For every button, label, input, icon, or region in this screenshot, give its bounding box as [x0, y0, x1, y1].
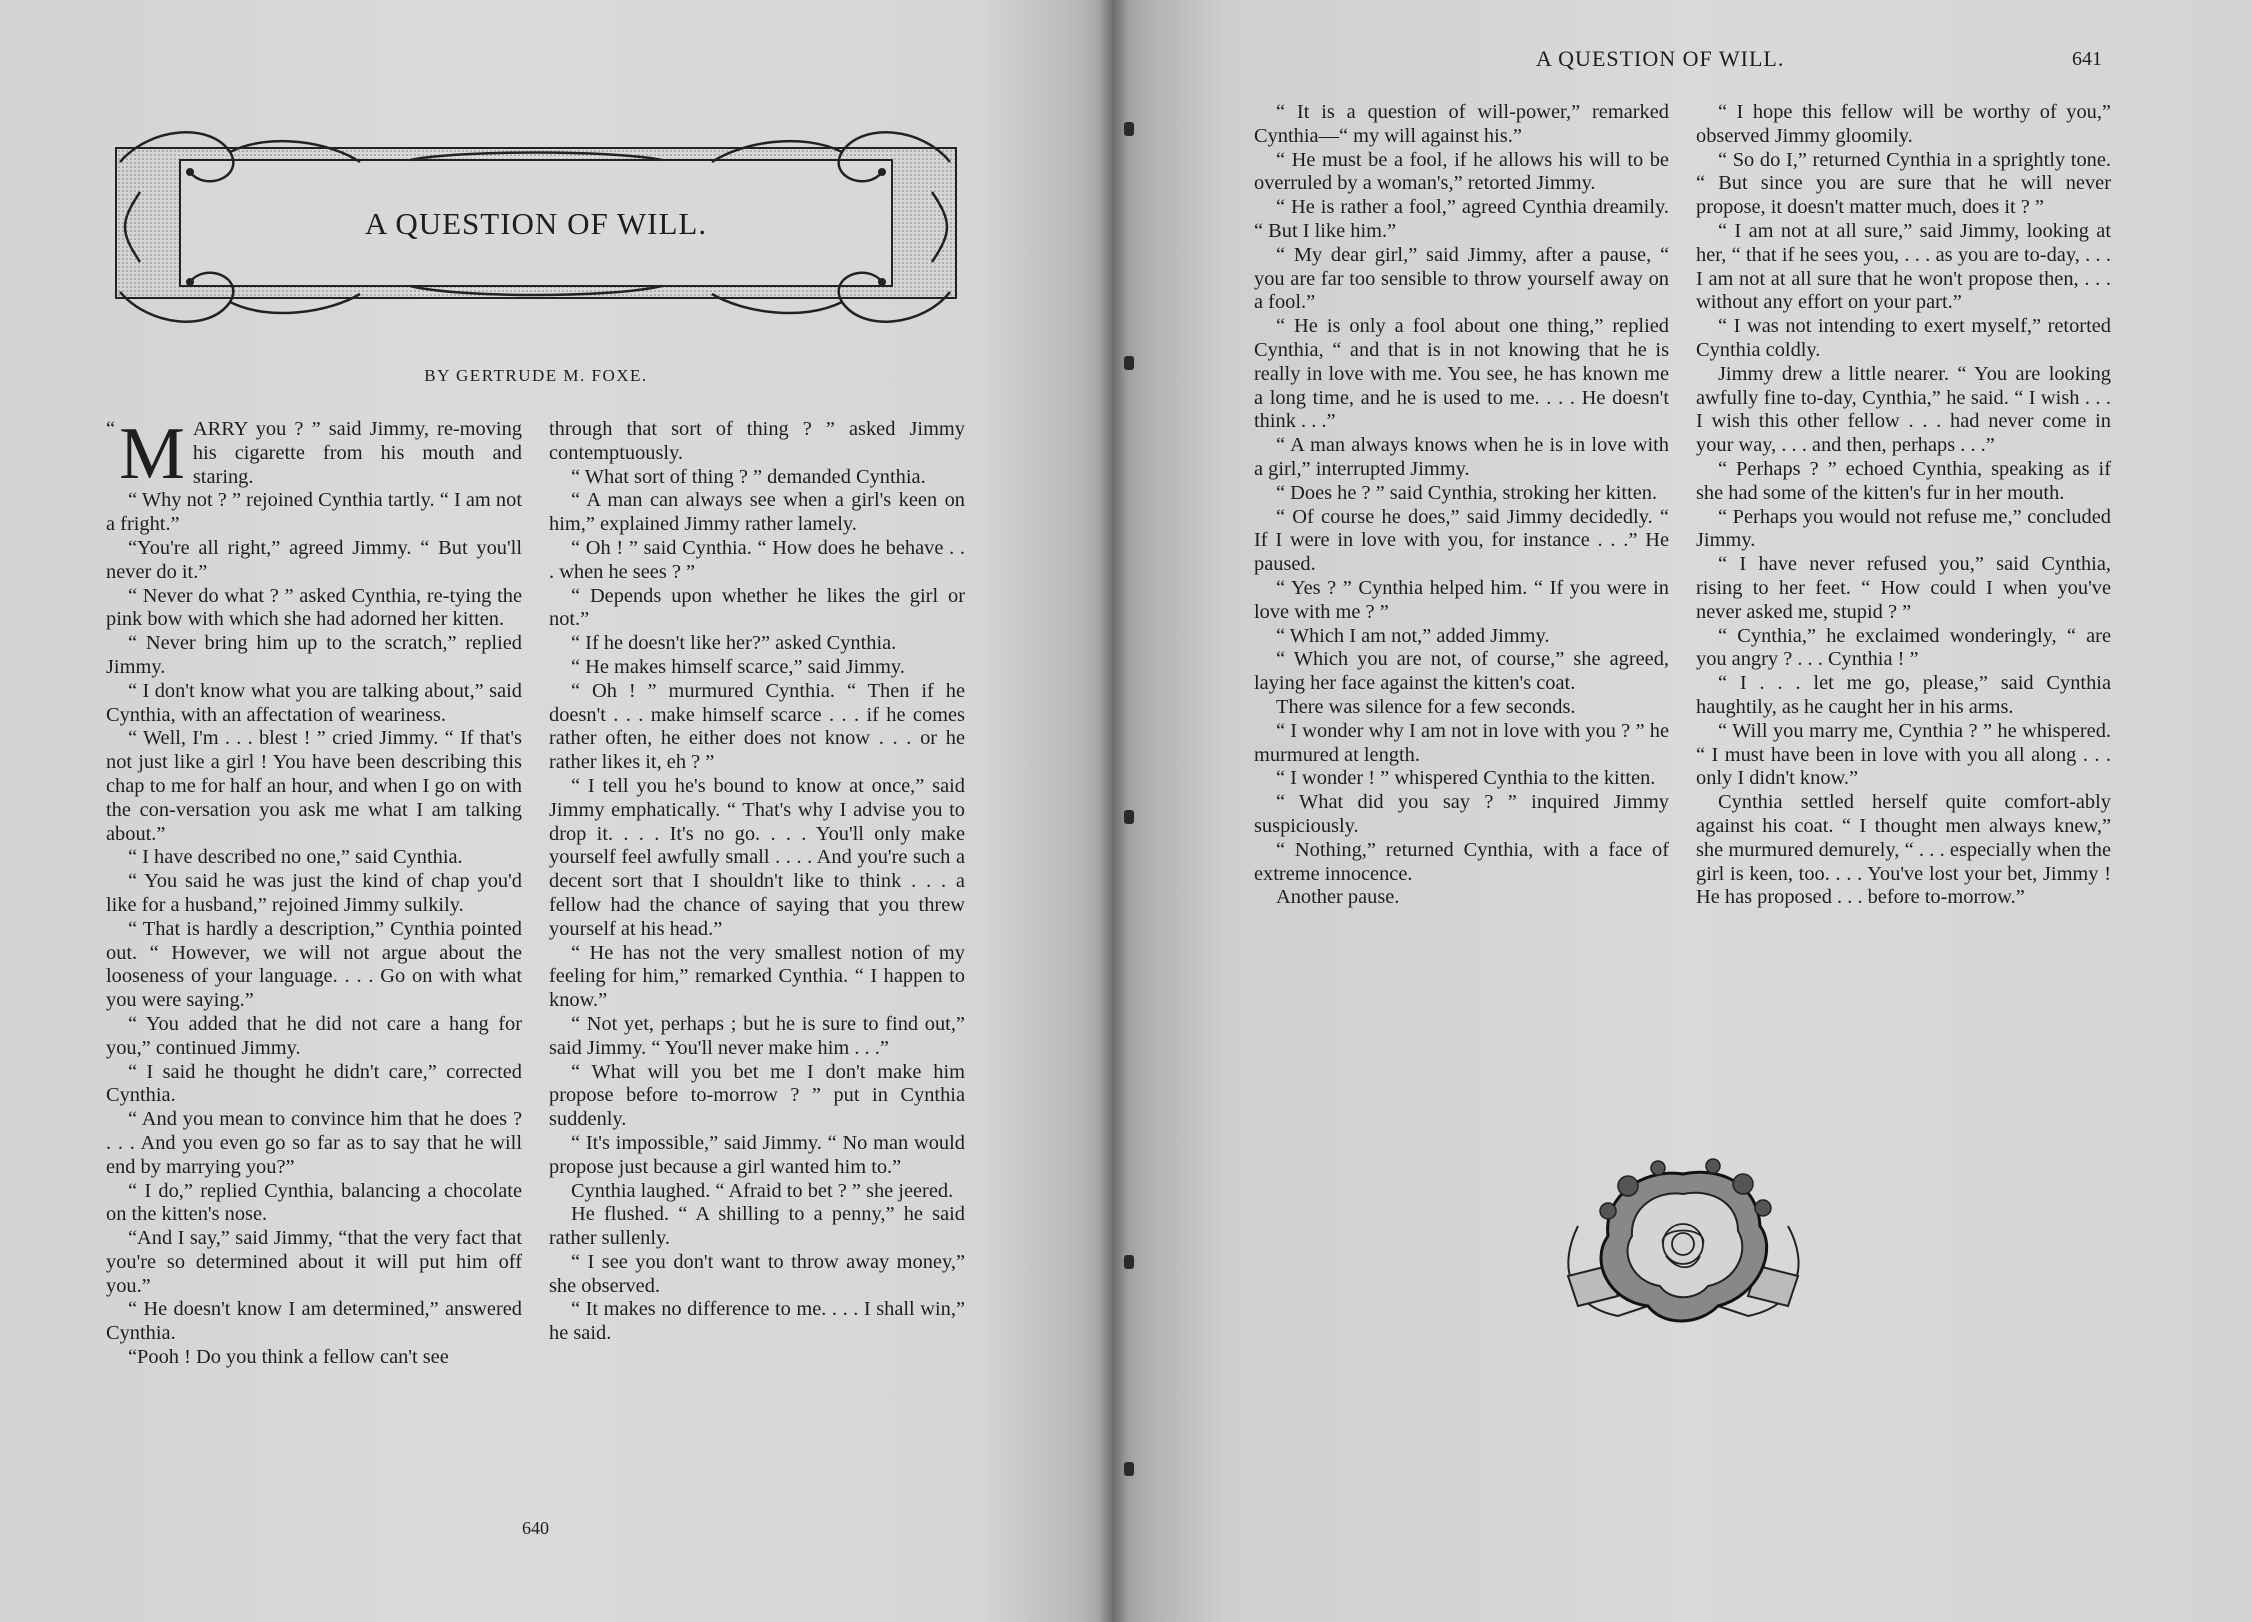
paragraph: “ My dear girl,” said Jimmy, after a pause, “ you are far too sensible to throw yourself away on a fool.”	[1254, 243, 1669, 314]
paragraph: “ Oh ! ” murmured Cynthia. “ Then if he doesn't . . . make himself scarce . . . if he comes rather often, he either does not know . . . or he rather likes it, eh ? ”	[549, 679, 965, 774]
paragraph: “ He must be a fool, if he allows his will to be overruled by a woman's,” retorted Jimmy.	[1254, 148, 1669, 195]
paragraph: “ You said he was just the kind of chap you'd like for a husband,” rejoined Jimmy sulkily.	[106, 870, 522, 916]
paragraph: “ I don't know what you are talking about,” said Cynthia, with an affectation of weariness.	[106, 679, 522, 726]
paragraph: “ He is only a fool about one thing,” replied Cynthia, “ and that is in not knowing that he is really in love with me. You see, he has known me a long time, and he is used to me. . . . He doesn't think . . .”	[1254, 315, 1669, 433]
paragraph: “ Of course he does,” said Jimmy decidedly. “ If I were in love with you, for instance . . .” He paused.	[1254, 505, 1669, 576]
first-paragraph	[106, 413, 522, 495]
paragraph: Cynthia laughed. “ Afraid to bet ? ” she jeered.	[571, 1179, 954, 1202]
paragraph: “ A man always knows when he is in love with a girl,” interrupted Jimmy.	[1254, 434, 1669, 480]
paragraph: “ I have never refused you,” said Cynthia, rising to her feet. “ How could I when you've never asked me, stupid ? ”	[1696, 553, 2111, 623]
right-column-2	[1696, 101, 2111, 910]
paragraph: “ Well, I'm . . . blest ! ” cried Jimmy. “ If that's not just like a girl ! You have been describing this chap to me for half an hour, and when I go on with the con-versation you ask me what I am talking about.”	[106, 727, 522, 845]
paragraph: Jimmy drew a little nearer. “ You are looking awfully fine to-day, Cynthia,” he said. “ I wish . . . I wish this other fellow . . . had never come in your way, . . . and then, perhaps . . .”	[1696, 362, 2111, 457]
drop-cap: M	[119, 413, 185, 495]
paragraph: “ I wonder why I am not in love with you ? ” he murmured at length.	[1254, 719, 1669, 766]
paragraph: There was silence for a few seconds.	[1276, 695, 1576, 718]
paragraph: “ Will you marry me, Cynthia ? ” he whispered. “ I must have been in love with you all along . . . only I didn't know.”	[1696, 719, 2111, 790]
paragraph: “ I tell you he's bound to know at once,” said Jimmy emphatically. “ That's why I advise you to drop it. . . . It's no go. . . . You'll only make yourself feel awfully small . . . . And you're such a decent sort that I shouldn't like to think . . . a fellow had the chance of saying that you threw yourself at his head.”	[549, 774, 965, 940]
binding-stitch	[1124, 1462, 1134, 1476]
paragraph: “ He doesn't know I am determined,” answered Cynthia.	[106, 1298, 522, 1345]
byline: BY GERTRUDE M. FOXE.	[424, 366, 648, 385]
page-number-left: 640	[522, 1518, 549, 1538]
paragraph: “ I am not at all sure,” said Jimmy, looking at her, “ that if he sees you, . . . as you are to-day, . . . I am not at all sure that he won't propose then, . . . without any effort on your part.”	[1696, 219, 2111, 314]
right-column-1	[1254, 101, 1669, 910]
paragraph: “ Never do what ? ” asked Cynthia, re-tying the pink bow with which she had adorned her kitten.	[106, 584, 522, 631]
paragraph: “ Yes ? ” Cynthia helped him. “ If you were in love with me ? ”	[1254, 576, 1669, 623]
paragraph: “ Why not ? ” rejoined Cynthia tartly. “ I am not a fright.”	[106, 489, 522, 536]
paragraph: “ I said he thought he didn't care,” corrected Cynthia.	[106, 1060, 522, 1107]
paragraph: “ You added that he did not care a hang for you,” continued Jimmy.	[106, 1012, 522, 1059]
paragraph: “ It is a question of will-power,” remarked Cynthia—“ my will against his.”	[1254, 101, 1669, 147]
running-head: A QUESTION OF WILL.	[1536, 46, 1785, 71]
paragraph: “ That is hardly a description,” Cynthia pointed out. “ However, we will not argue about the looseness of your language. . . . Go on with what you were saying.”	[106, 917, 522, 1012]
paragraph: “ What will you bet me I don't make him propose before to-morrow ? ” put in Cynthia suddenly.	[549, 1060, 965, 1131]
binding-stitch	[1124, 1255, 1134, 1269]
paragraph: “ I . . . let me go, please,” said Cynthia haughtily, as he caught her in his arms.	[1696, 672, 2111, 718]
paragraph: “ Not yet, perhaps ; but he is sure to find out,” said Jimmy. “ You'll never make him . . .”	[549, 1012, 965, 1059]
opening-quote: “	[106, 418, 116, 440]
paragraph: “ What sort of thing ? ” demanded Cynthia.	[571, 465, 926, 488]
paragraph: “ It's impossible,” said Jimmy. “ No man would propose just because a girl wanted him to.”	[549, 1131, 965, 1178]
paragraph: He flushed. “ A shilling to a penny,” he said rather sullenly.	[549, 1203, 965, 1250]
paragraph: “ I have described no one,” said Cynthia.	[128, 846, 463, 869]
left-column-2	[549, 418, 965, 1346]
paragraph: “ Perhaps ? ” echoed Cynthia, speaking as if she had some of the kitten's fur in her mouth.	[1696, 457, 2111, 504]
paragraph: “ What did you say ? ” inquired Jimmy suspiciously.	[1254, 791, 1669, 837]
binding-stitch	[1124, 356, 1134, 370]
paragraph: “You're all right,” agreed Jimmy. “ But you'll never do it.”	[106, 536, 522, 583]
paragraph: “ If he doesn't like her?” asked Cynthia.	[571, 632, 897, 655]
paragraph: “ I see you don't want to throw away money,” she observed.	[549, 1250, 965, 1297]
paragraph: “ Never bring him up to the scratch,” replied Jimmy.	[106, 632, 522, 678]
paragraph: “ I do,” replied Cynthia, balancing a chocolate on the kitten's nose.	[106, 1179, 522, 1226]
binding-stitch	[1124, 122, 1134, 136]
paragraph: “ I wonder ! ” whispered Cynthia to the kitten.	[1276, 767, 1656, 790]
article-title: A QUESTION OF WILL.	[364, 206, 708, 241]
left-column-1	[106, 413, 522, 1370]
paragraph: “ Nothing,” returned Cynthia, with a face of extreme innocence.	[1254, 838, 1669, 885]
paragraph: “ Perhaps you would not refuse me,” concluded Jimmy.	[1696, 505, 2111, 552]
paragraph: Cynthia settled herself quite comfort-ably against his coat. “ I thought men always knew,” she murmured demurely, “ . . . especially when the girl is keen, too. . . . You've lost your bet, Jimmy ! He has proposed . . . before to-morrow.”	[1696, 791, 2111, 909]
page-number-right: 641	[2072, 48, 2102, 70]
paragraph: “ Depends upon whether he likes the girl or not.”	[549, 584, 965, 631]
paragraph: “ So do I,” returned Cynthia in a sprightly tone. “ But since you are sure that he will never propose, it doesn't matter much, does it ? ”	[1696, 148, 2111, 219]
first-paragraph-text: ARRY you ? ” said Jimmy, re-moving his cigarette from his mouth and staring.	[192, 418, 522, 488]
paragraph: Another pause.	[1276, 886, 1400, 909]
paragraph: “ He has not the very smallest notion of my feeling for him,” remarked Cynthia. “ I happen to know.”	[549, 941, 965, 1012]
paragraph: “ Which I am not,” added Jimmy.	[1276, 624, 1550, 647]
paragraph: “ He makes himself scarce,” said Jimmy.	[571, 655, 905, 678]
paragraph: “ It makes no difference to me. . . . I shall win,” he said.	[549, 1298, 965, 1345]
binding-stitch	[1124, 810, 1134, 824]
paragraph-continued: through that sort of thing ? ” asked Jimmy contemptuously.	[549, 418, 965, 464]
paragraph: “ Which you are not, of course,” she agreed, laying her face against the kitten's coat.	[1254, 648, 1669, 695]
paragraph: “ Oh ! ” said Cynthia. “ How does he behave . . . when he sees ? ”	[549, 536, 965, 583]
paragraph: “ Does he ? ” said Cynthia, stroking her kitten.	[1276, 481, 1658, 504]
paragraph: “ And you mean to convince him that he does ? . . . And you even go so far as to say that he will end by marrying you?”	[106, 1108, 522, 1178]
paragraph: “ He is rather a fool,” agreed Cynthia dreamily. “ But I like him.”	[1254, 196, 1669, 242]
paragraph: “ I hope this fellow will be worthy of you,” observed Jimmy gloomily.	[1696, 101, 2111, 147]
paragraph: “ I was not intending to exert myself,” retorted Cynthia coldly.	[1696, 315, 2111, 361]
paragraph: “ A man can always see when a girl's keen on him,” explained Jimmy rather lamely.	[549, 489, 965, 536]
paragraph: “ Cynthia,” he exclaimed wonderingly, “ are you angry ? . . . Cynthia ! ”	[1696, 624, 2111, 671]
paragraph: “Pooh ! Do you think a fellow can't see	[128, 1346, 449, 1369]
paragraph: “And I say,” said Jimmy, “that the very fact that you're so determined about it will put him off you.”	[106, 1227, 522, 1297]
floral-tailpiece-ornament	[1548, 1156, 1818, 1334]
